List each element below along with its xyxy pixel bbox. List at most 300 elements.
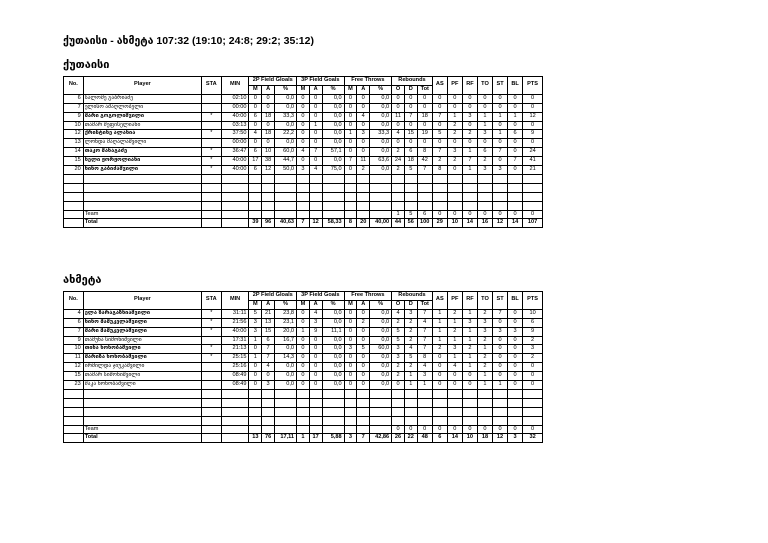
starter-mark: * — [201, 318, 221, 327]
stat-fg3pct: 75,0 — [322, 166, 344, 175]
empty-cell — [432, 201, 447, 210]
stat-fg3pct: 0,0 — [322, 354, 344, 363]
empty-cell — [274, 174, 296, 183]
col-header-min: MIN — [221, 292, 249, 310]
col-header-sta: STA — [201, 292, 221, 310]
empty-cell — [64, 407, 84, 416]
team-row — [64, 425, 543, 434]
stat-fg3m: 0 — [297, 103, 310, 112]
stat-st: 0 — [493, 336, 508, 345]
stat-bl: 0 — [508, 309, 523, 318]
empty-cell — [462, 174, 477, 183]
empty-cell — [344, 174, 357, 183]
col-header-2p-field-goals: 2P Field Gloals — [249, 77, 297, 86]
empty-cell — [201, 183, 221, 192]
stat-fg3m: 3 — [297, 166, 310, 175]
empty-cell — [262, 407, 275, 416]
team-stat-fta — [357, 210, 370, 219]
subheader-m: M — [344, 300, 357, 309]
col-header-free-throws: Free Throws — [344, 77, 392, 86]
stat-fta: 11 — [357, 157, 370, 166]
empty-cell — [201, 210, 221, 219]
col-header-bl: BL — [508, 77, 523, 95]
team-stat-as: 0 — [432, 425, 447, 434]
empty-cell — [83, 192, 201, 201]
stat-rf: 1 — [462, 327, 477, 336]
empty-cell — [392, 407, 405, 416]
stat-fg2a: 7 — [262, 354, 275, 363]
empty-cell — [462, 192, 477, 201]
subheader-a: A — [262, 85, 275, 94]
team-row-label: Team — [83, 425, 201, 434]
stat-treb: 7 — [417, 309, 432, 318]
subheader-m: M — [249, 85, 262, 94]
empty-cell — [477, 183, 492, 192]
stat-as: 2 — [432, 157, 447, 166]
team-stat-fg3pct — [322, 210, 344, 219]
empty-cell — [274, 416, 296, 425]
total-stat-st: 12 — [493, 219, 508, 228]
stat-treb: 18 — [417, 112, 432, 121]
player-number: 12 — [64, 130, 84, 139]
stat-oreb: 0 — [392, 121, 405, 130]
team-stat-fg2m — [249, 210, 262, 219]
stat-treb: 7 — [417, 166, 432, 175]
empty-cell — [447, 174, 462, 183]
stat-pf: 0 — [447, 166, 462, 175]
starter-mark — [201, 372, 221, 381]
player-number: 6 — [64, 318, 84, 327]
player-row — [64, 166, 543, 175]
stat-ftm: 0 — [344, 103, 357, 112]
stat-fg3pct: 0,0 — [322, 345, 344, 354]
col-header-bl: BL — [508, 292, 523, 310]
total-stat-fg3a: 12 — [309, 219, 322, 228]
stat-ftm: 0 — [344, 166, 357, 175]
col-header-as: AS — [432, 77, 447, 95]
empty-cell — [221, 416, 249, 425]
empty-cell — [201, 219, 221, 228]
empty-cell — [392, 398, 405, 407]
empty-cell — [462, 183, 477, 192]
empty-row — [64, 192, 543, 201]
stat-st: 1 — [493, 130, 508, 139]
stat-st: 7 — [493, 309, 508, 318]
player-name: თამარ სიმონიშვილი — [83, 372, 201, 381]
stat-fg2m: 6 — [249, 166, 262, 175]
stat-fg3pct: 0,0 — [322, 381, 344, 390]
player-number: 15 — [64, 372, 84, 381]
header-row — [64, 77, 543, 86]
empty-cell — [417, 174, 432, 183]
empty-cell — [404, 407, 417, 416]
stat-ftm: 0 — [344, 139, 357, 148]
stat-fg3pct: 11,1 — [322, 327, 344, 336]
empty-cell — [432, 389, 447, 398]
stat-fg3m: 0 — [297, 381, 310, 390]
player-row — [64, 336, 543, 345]
stat-st: 0 — [493, 139, 508, 148]
stat-rf: 1 — [462, 309, 477, 318]
empty-cell — [357, 398, 370, 407]
empty-cell — [221, 192, 249, 201]
empty-cell — [274, 183, 296, 192]
subheader-pct: % — [322, 300, 344, 309]
empty-cell — [221, 434, 249, 443]
stat-rf: 1 — [462, 166, 477, 175]
empty-cell — [417, 389, 432, 398]
empty-cell — [417, 416, 432, 425]
stat-bl: 0 — [508, 318, 523, 327]
stat-pts: 0 — [523, 381, 543, 390]
empty-cell — [322, 174, 344, 183]
player-name: ირმილდა ჯიუკაშვილი — [83, 363, 201, 372]
stat-pf: 2 — [447, 327, 462, 336]
empty-cell — [462, 416, 477, 425]
subheader-pct: % — [274, 300, 296, 309]
stat-fg3m: 0 — [297, 112, 310, 121]
col-header-rebounds: Rebounds — [392, 292, 433, 301]
col-header-sta: STA — [201, 77, 221, 95]
stat-fg2pct: 22,2 — [274, 130, 296, 139]
stat-fg3pct: 0,0 — [322, 94, 344, 103]
team-stat-pts: 0 — [523, 425, 543, 434]
minutes-played: 03:13 — [221, 121, 249, 130]
stat-rf: 0 — [462, 372, 477, 381]
total-stat-st: 12 — [493, 434, 508, 443]
stat-fg3a: 7 — [309, 148, 322, 157]
stat-st: 1 — [493, 381, 508, 390]
stat-ftm: 7 — [344, 157, 357, 166]
empty-cell — [274, 192, 296, 201]
stat-fg2a: 0 — [262, 103, 275, 112]
empty-cell — [392, 416, 405, 425]
stat-as: 2 — [432, 345, 447, 354]
subheader-o: O — [392, 85, 405, 94]
stat-to: 0 — [477, 139, 492, 148]
stat-oreb: 3 — [392, 345, 405, 354]
stat-fta: 2 — [357, 318, 370, 327]
empty-cell — [523, 416, 543, 425]
stat-oreb: 2 — [392, 363, 405, 372]
stat-ftm: 0 — [344, 381, 357, 390]
empty-cell — [201, 174, 221, 183]
empty-cell — [262, 192, 275, 201]
stat-to: 0 — [477, 103, 492, 112]
empty-cell — [249, 407, 262, 416]
stat-treb: 0 — [417, 103, 432, 112]
player-row — [64, 94, 543, 103]
stat-ftm: 0 — [344, 309, 357, 318]
stat-to: 2 — [477, 363, 492, 372]
empty-cell — [64, 219, 84, 228]
minutes-played: 40:00 — [221, 157, 249, 166]
stat-pts: 0 — [523, 139, 543, 148]
stat-treb: 4 — [417, 363, 432, 372]
stat-oreb: 0 — [392, 103, 405, 112]
stat-fg3m: 0 — [297, 336, 310, 345]
player-number: 7 — [64, 103, 84, 112]
team-stat-ftm — [344, 425, 357, 434]
team-stat-fg3m — [297, 210, 310, 219]
empty-cell — [322, 407, 344, 416]
stat-bl: 7 — [508, 157, 523, 166]
col-header-2p-field-goals: 2P Field Gloals — [249, 292, 297, 301]
stat-ftm: 0 — [344, 112, 357, 121]
stat-pts: 9 — [523, 130, 543, 139]
subheader-a: A — [357, 300, 370, 309]
stat-dreb: 7 — [404, 112, 417, 121]
team-stat-pf: 0 — [447, 425, 462, 434]
empty-cell — [297, 201, 310, 210]
team-stat-dreb: 0 — [404, 425, 417, 434]
stat-fta: 0 — [357, 354, 370, 363]
empty-cell — [262, 183, 275, 192]
stat-fg3pct: 0,0 — [322, 363, 344, 372]
empty-cell — [221, 389, 249, 398]
stat-rf: 1 — [462, 336, 477, 345]
player-number: 10 — [64, 121, 84, 130]
empty-cell — [404, 389, 417, 398]
stat-fg2m: 0 — [249, 372, 262, 381]
team-stat-oreb: 1 — [392, 210, 405, 219]
team-stat-fg3a — [309, 210, 322, 219]
stat-rf: 0 — [462, 94, 477, 103]
empty-cell — [221, 407, 249, 416]
subheader-m: M — [297, 85, 310, 94]
stat-bl: 6 — [508, 130, 523, 139]
starter-mark: * — [201, 130, 221, 139]
stat-st: 7 — [493, 148, 508, 157]
empty-cell — [274, 201, 296, 210]
stat-as: 7 — [432, 112, 447, 121]
stat-fg3a: 1 — [309, 121, 322, 130]
empty-cell — [249, 416, 262, 425]
stat-bl: 0 — [508, 354, 523, 363]
player-number: 20 — [64, 166, 84, 175]
stat-ftm: 0 — [344, 121, 357, 130]
stat-fg2pct: 0,0 — [274, 121, 296, 130]
empty-cell — [297, 389, 310, 398]
stat-fg2pct: 0,0 — [274, 345, 296, 354]
player-name: მარი მამუკელაშვილი — [83, 327, 201, 336]
stat-oreb: 2 — [392, 318, 405, 327]
stat-ftpct: 0,0 — [370, 103, 392, 112]
total-stat-ftm: 8 — [344, 219, 357, 228]
col-header-no: No. — [64, 77, 84, 95]
stat-pts: 12 — [523, 112, 543, 121]
player-row — [64, 363, 543, 372]
subheader-a: A — [262, 300, 275, 309]
total-stat-as: 6 — [432, 434, 447, 443]
total-stat-ftm: 3 — [344, 434, 357, 443]
starter-mark: * — [201, 148, 221, 157]
stat-fg3a: 0 — [309, 336, 322, 345]
subheader-o: O — [392, 300, 405, 309]
stat-dreb: 2 — [404, 336, 417, 345]
stat-fg2a: 0 — [262, 372, 275, 381]
stat-rf: 1 — [462, 363, 477, 372]
stat-pf: 3 — [447, 148, 462, 157]
team-stat-st: 0 — [493, 210, 508, 219]
stat-fg2a: 21 — [262, 309, 275, 318]
empty-cell — [370, 183, 392, 192]
empty-cell — [508, 192, 523, 201]
col-header-min: MIN — [221, 77, 249, 95]
minutes-played: 25:16 — [221, 363, 249, 372]
player-row — [64, 139, 543, 148]
team-stat-fta — [357, 425, 370, 434]
stat-fg3a: 0 — [309, 354, 322, 363]
empty-cell — [309, 201, 322, 210]
total-stat-fg2pct: 17,11 — [274, 434, 296, 443]
player-number: 11 — [64, 354, 84, 363]
subheader-pct: % — [370, 85, 392, 94]
col-header-player: Player — [83, 292, 201, 310]
stat-ftpct: 0,0 — [370, 94, 392, 103]
stat-fg3a: 0 — [309, 112, 322, 121]
stat-fg2a: 4 — [262, 363, 275, 372]
empty-cell — [417, 183, 432, 192]
stat-bl: 3 — [508, 327, 523, 336]
stat-fg2m: 0 — [249, 103, 262, 112]
total-stat-oreb: 26 — [392, 434, 405, 443]
empty-cell — [274, 389, 296, 398]
empty-cell — [83, 183, 201, 192]
stat-fg3pct: 0,0 — [322, 112, 344, 121]
stat-st: 0 — [493, 363, 508, 372]
empty-cell — [322, 201, 344, 210]
team-stat-pts: 0 — [523, 210, 543, 219]
stat-rf: 7 — [462, 157, 477, 166]
team-stat-treb: 6 — [417, 210, 432, 219]
player-name: მარიზა ხოხობაშვილი — [83, 354, 201, 363]
empty-cell — [64, 210, 84, 219]
player-name: თამარ მეფისელიანი — [83, 121, 201, 130]
empty-cell — [357, 416, 370, 425]
stat-fg3m: 0 — [297, 121, 310, 130]
empty-cell — [344, 389, 357, 398]
stat-fg2a: 13 — [262, 318, 275, 327]
empty-cell — [64, 434, 84, 443]
empty-cell — [370, 398, 392, 407]
stat-fg2pct: 23,8 — [274, 309, 296, 318]
stat-as: 0 — [432, 139, 447, 148]
stat-dreb: 2 — [404, 363, 417, 372]
stat-fg3a: 9 — [309, 327, 322, 336]
team-stat-st: 0 — [493, 425, 508, 434]
stat-st: 0 — [493, 318, 508, 327]
stat-to: 2 — [477, 354, 492, 363]
stat-fg3m: 0 — [297, 363, 310, 372]
total-stat-pf: 14 — [447, 434, 462, 443]
total-stat-fg3pct: 58,33 — [322, 219, 344, 228]
starter-mark — [201, 94, 221, 103]
empty-cell — [64, 389, 84, 398]
stat-as: 1 — [432, 309, 447, 318]
subheader-a: A — [309, 300, 322, 309]
stat-oreb: 5 — [392, 327, 405, 336]
minutes-played: 37:50 — [221, 130, 249, 139]
stat-bl: 0 — [508, 103, 523, 112]
player-row — [64, 309, 543, 318]
stat-fg2pct: 44,7 — [274, 157, 296, 166]
stat-treb: 1 — [417, 381, 432, 390]
boxscore-table-away — [63, 291, 543, 443]
empty-cell — [221, 174, 249, 183]
stat-fg2pct: 23,1 — [274, 318, 296, 327]
col-header-3p-field-goals: 3P Field Goals — [297, 77, 345, 86]
starter-mark — [201, 103, 221, 112]
total-stat-rf: 10 — [462, 434, 477, 443]
stat-ftpct: 0,0 — [370, 166, 392, 175]
player-row — [64, 112, 543, 121]
empty-cell — [392, 389, 405, 398]
stat-fg2m: 0 — [249, 345, 262, 354]
total-stat-fta: 7 — [357, 434, 370, 443]
stat-as: 1 — [432, 336, 447, 345]
stat-st: 0 — [493, 103, 508, 112]
stat-dreb: 0 — [404, 103, 417, 112]
team-row — [64, 210, 543, 219]
stat-treb: 8 — [417, 354, 432, 363]
stat-pts: 21 — [523, 166, 543, 175]
empty-cell — [392, 174, 405, 183]
stat-treb: 42 — [417, 157, 432, 166]
total-stat-fg3m: 7 — [297, 219, 310, 228]
stat-fg2a: 38 — [262, 157, 275, 166]
team-stat-rf: 0 — [462, 210, 477, 219]
empty-cell — [83, 201, 201, 210]
stat-as: 1 — [432, 318, 447, 327]
team-name-away: ახმეტა — [63, 274, 102, 286]
stat-pf: 0 — [447, 381, 462, 390]
team-stat-ftpct — [370, 210, 392, 219]
subheader-tot: Tot — [417, 85, 432, 94]
team-stat-bl: 0 — [508, 425, 523, 434]
stat-rf: 1 — [462, 148, 477, 157]
stat-ftm: 0 — [344, 372, 357, 381]
empty-cell — [64, 398, 84, 407]
stat-pts: 2 — [523, 336, 543, 345]
empty-cell — [357, 389, 370, 398]
minutes-played: 08:49 — [221, 372, 249, 381]
stat-pf: 1 — [447, 318, 462, 327]
empty-cell — [309, 192, 322, 201]
stat-fg2pct: 0,0 — [274, 381, 296, 390]
minutes-played: 21:13 — [221, 345, 249, 354]
total-stat-fg2a: 76 — [262, 434, 275, 443]
stat-bl: 0 — [508, 121, 523, 130]
empty-cell — [417, 192, 432, 201]
stat-fg2a: 0 — [262, 139, 275, 148]
stat-st: 0 — [493, 372, 508, 381]
total-stat-oreb: 44 — [392, 219, 405, 228]
stat-fg2m: 0 — [249, 363, 262, 372]
empty-cell — [297, 398, 310, 407]
col-header-free-throws: Free Throws — [344, 292, 392, 301]
stat-pts: 6 — [523, 318, 543, 327]
minutes-played: 40:00 — [221, 327, 249, 336]
stat-dreb: 6 — [404, 148, 417, 157]
stat-fg2a: 7 — [262, 345, 275, 354]
stat-to: 0 — [477, 94, 492, 103]
team-stat-bl: 0 — [508, 210, 523, 219]
stat-dreb: 5 — [404, 166, 417, 175]
player-row — [64, 103, 543, 112]
header-row — [64, 292, 543, 301]
empty-cell — [221, 183, 249, 192]
